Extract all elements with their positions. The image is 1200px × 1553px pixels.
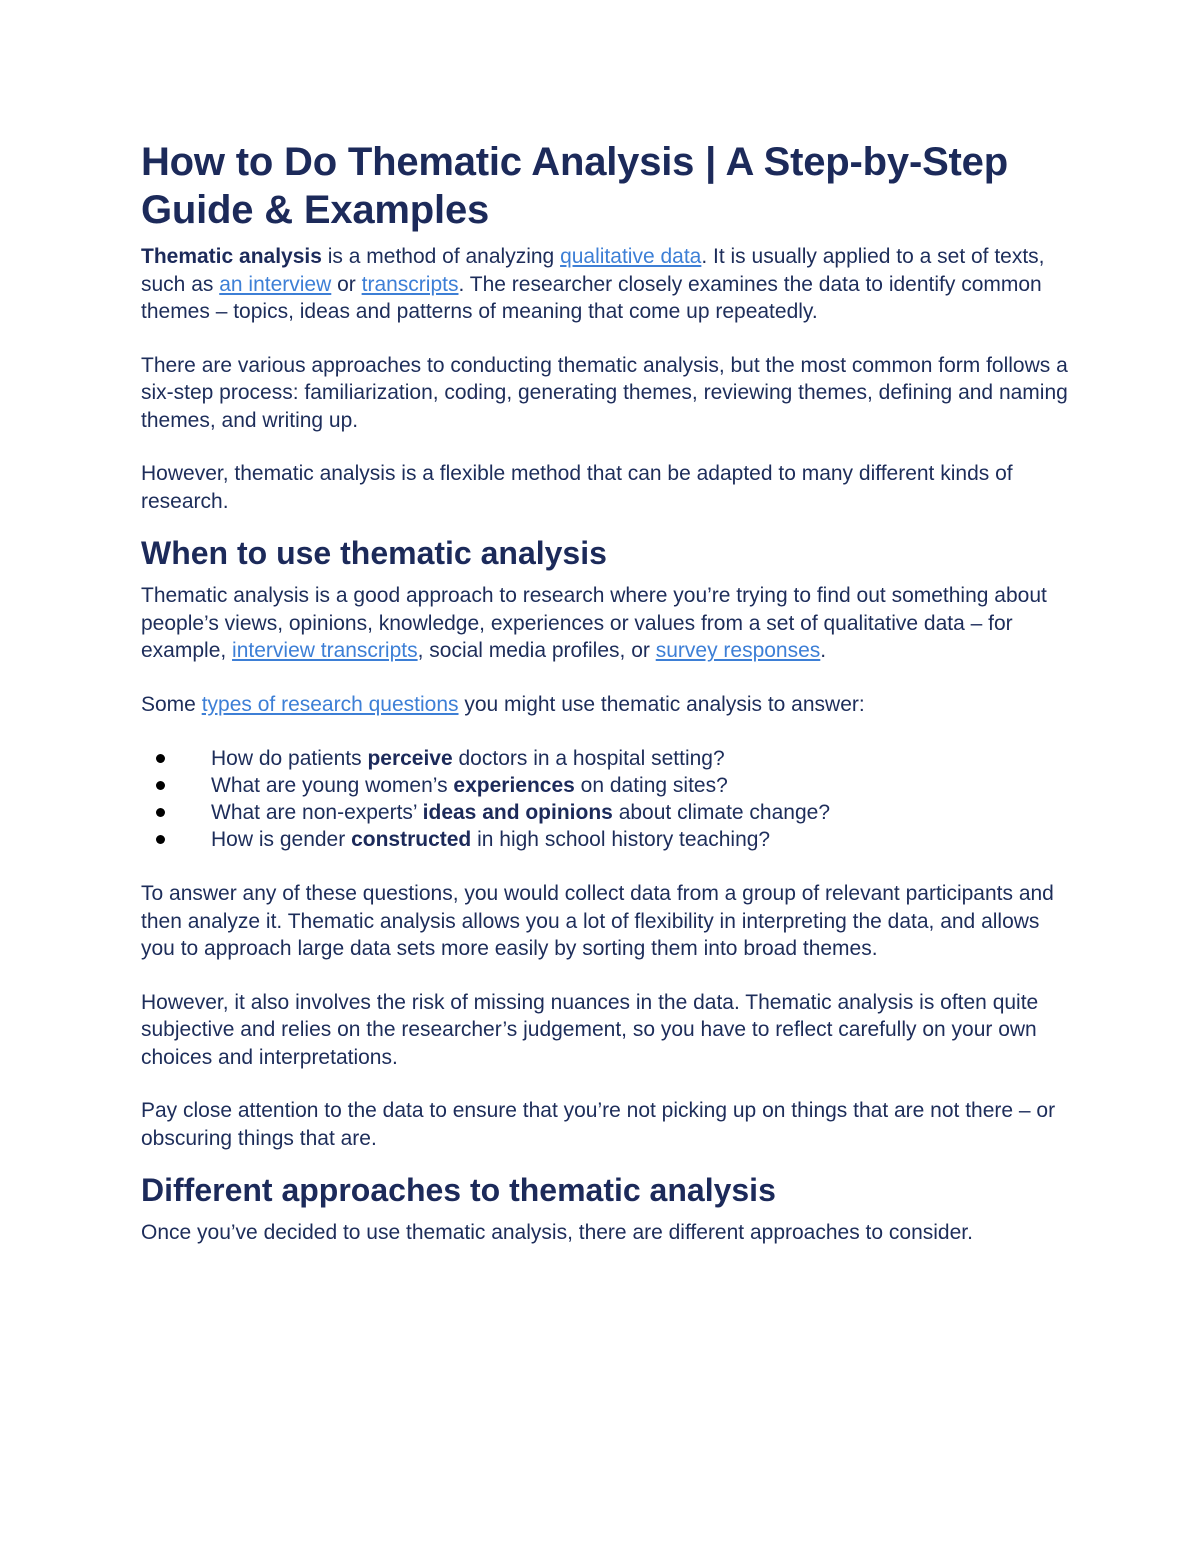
list-item	[141, 799, 1071, 826]
question-keyword: ideas and opinions	[422, 801, 613, 824]
question-text: on dating sites?	[574, 774, 728, 797]
approaches-paragraph: There are various approaches to conducting thematic analysis, but the most common form follows a six-step process: familiarization, coding, generating themes, reviewing themes, defining and naming themes, and writing up.	[141, 353, 1068, 432]
list-item	[141, 826, 1071, 853]
question-keyword: constructed	[351, 828, 472, 851]
bullet-icon	[156, 835, 165, 844]
link-an-interview[interactable]: an interview	[219, 272, 332, 296]
rq-text-2: you might use thematic analysis to answer:	[458, 692, 865, 716]
intro-text-1: is a method of analyzing	[321, 245, 561, 268]
intro-text-2: . It is usually applied to a set of texts, such as	[141, 245, 1045, 296]
document-page	[141, 138, 1071, 1247]
research-questions-intro	[141, 691, 1071, 719]
attention-paragraph: Pay close attention to the data to ensure that you’re not picking up on things that are not there – or obscuring things that are.	[141, 1099, 1056, 1150]
question-text: in high school history teaching?	[471, 828, 771, 851]
question-text: about climate change?	[612, 801, 831, 824]
when-paragraph	[141, 582, 1071, 665]
link-types-of-research-questions[interactable]: types of research questions	[201, 692, 459, 716]
intro-paragraph	[141, 243, 1071, 326]
link-interview-transcripts[interactable]: interview transcripts	[232, 639, 418, 662]
link-transcripts[interactable]: transcripts	[361, 272, 459, 296]
link-qualitative-data[interactable]: qualitative data	[560, 245, 702, 268]
question-keyword: experiences	[453, 774, 575, 797]
question-text: doctors in a hospital setting?	[452, 747, 725, 770]
risk-paragraph: However, it also involves the risk of missing nuances in the data. Thematic analysis is often quite subjective and relies on the researcher’s judgement, so you have to reflect carefully on your own choices and interpretations.	[141, 990, 1039, 1069]
list-item	[141, 772, 1071, 799]
heading-different-approaches: Different approaches to thematic analysis	[141, 1172, 776, 1208]
approaches-intro-paragraph: Once you’ve decided to use thematic analysis, there are different approaches to consider.	[141, 1221, 973, 1244]
term-thematic-analysis: Thematic analysis	[141, 245, 322, 268]
when-text-3: .	[820, 639, 827, 662]
bullet-icon	[156, 781, 165, 790]
rq-text-1: Some	[141, 692, 202, 716]
when-text-2: , social media profiles, or	[417, 639, 656, 662]
list-item	[141, 745, 1071, 772]
bullet-icon	[156, 808, 165, 817]
question-keyword: perceive	[367, 747, 453, 770]
research-questions-list	[141, 745, 1071, 853]
page-title: How to Do Thematic Analysis | A Step-by-Step Guide & Examples	[141, 140, 1008, 232]
heading-when-to-use: When to use thematic analysis	[141, 535, 607, 571]
question-text: What are young women’s	[211, 774, 454, 797]
question-text: How do patients	[211, 747, 368, 770]
intro-text-4: . The researcher closely examines the data to identify common themes – topics, ideas and patterns of meaning that come up repeatedly.	[141, 272, 1042, 323]
when-text-1: Thematic analysis is a good approach to research where you’re trying to find out something about people’s views, opinions, knowledge, experiences or values from a set of qualitative data – for example,	[141, 584, 1047, 662]
collect-data-paragraph: To answer any of these questions, you would collect data from a group of relevant participants and then analyze it. Thematic analysis allows you a lot of flexibility in interpreting the data, and allows you to approach large data sets more easily by sorting them into broad themes.	[141, 882, 1054, 960]
intro-text-3: or	[331, 272, 362, 296]
flexible-paragraph: However, thematic analysis is a flexible method that can be adapted to many different kinds of research.	[141, 462, 1013, 513]
question-text: What are non-experts’	[211, 801, 423, 824]
question-text: How is gender	[211, 828, 352, 851]
link-survey-responses[interactable]: survey responses	[655, 639, 821, 662]
bullet-icon	[156, 754, 165, 763]
